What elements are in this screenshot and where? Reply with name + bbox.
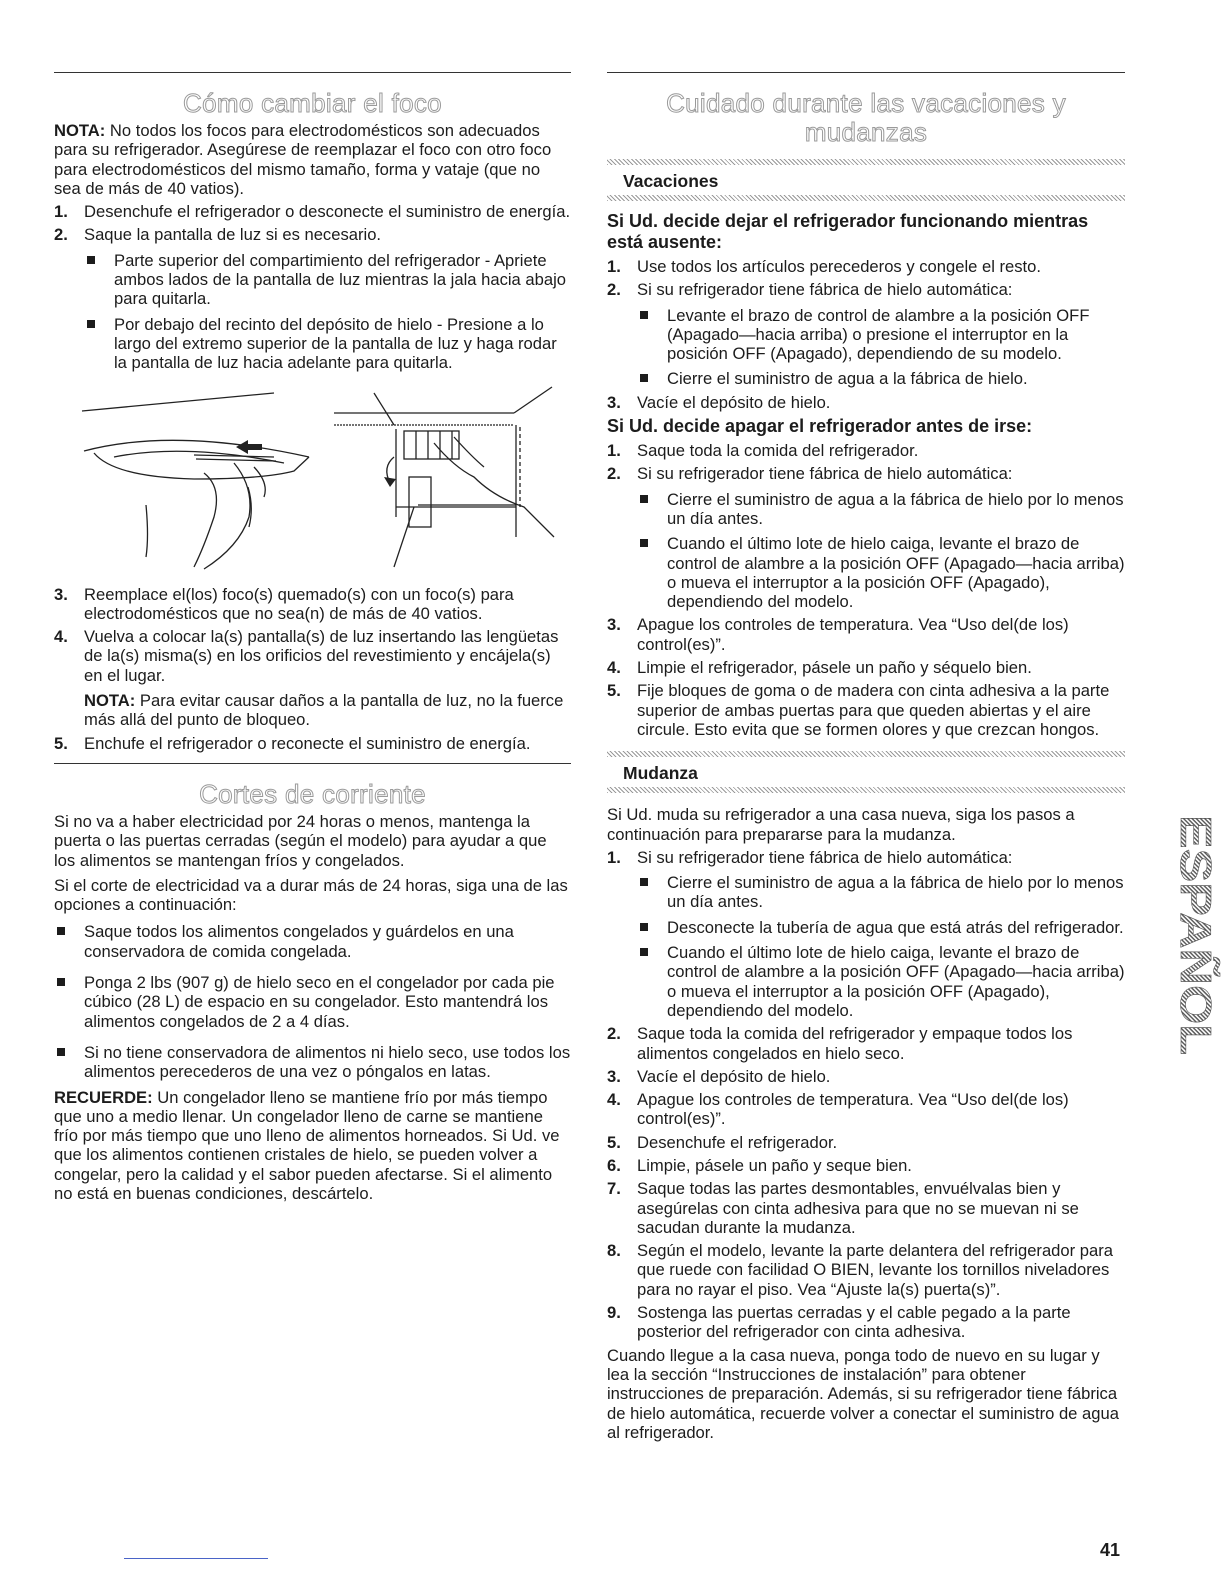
vacation-steps-1 [607,257,1125,412]
section-title-change-bulb: Cómo cambiar el foco [183,88,442,118]
section-rule [54,72,571,73]
step-text: Saque toda la comida del refrigerador y empaque todos los alimentos congelados en hielo seco. [637,1024,1073,1063]
step-number: 1. [607,257,621,276]
step4-note [84,691,571,730]
step-text: Saque la pantalla de luz si es necesario. [84,225,382,245]
list-item [54,734,571,753]
note-text: No todos los focos para electrodomésticos son adecuados para su refrigerador. Asegúrese de reemplazar el foco con otro foco para electrodomésticos del mismo tamaño, forma y vataje (que no sea de más de 40 vatios). [54,121,552,198]
step-number: 2. [607,280,621,300]
section-band [607,787,1125,793]
list-item [607,1156,1125,1175]
footer-line [124,1558,268,1559]
list-item [607,464,1125,611]
list-item [607,1179,1125,1237]
step-text: Sostenga las puertas cerradas y el cable pegado a la parte posterior del refrigerador con cinta adhesiva. [637,1303,1071,1342]
step-number: 4. [607,658,621,678]
step-text: Limpie el refrigerador, pásele un paño y séquelo bien. [637,658,1032,678]
step-number: 1. [54,202,68,222]
step-number: 9. [607,1303,621,1323]
step-text: Vuelva a colocar la(s) pantalla(s) de luz insertando las lengüetas de la(s) misma(s) en los orificios del revestimiento y encájela(s) en el lugar. [84,627,559,685]
vacation-bullets-2 [637,490,1125,612]
list-item [607,1024,1125,1063]
step-number: 3. [607,392,621,412]
list-item: Por debajo del recinto del depósito de hielo - Presione a lo largo del extremo superior de la pantalla de luz y haga rodar la pantalla de luz hacia adelante para quitarla. [84,315,571,373]
step-text: Saque toda la comida del refrigerador. [637,441,919,461]
step-text: Limpie, pásele un paño y seque bien. [637,1155,912,1175]
remember-paragraph [54,1088,571,1204]
moving-steps [607,848,1125,1342]
left-column [54,60,571,1203]
list-item [54,202,571,221]
step-number: 1. [607,441,621,461]
step-text: Enchufe el refrigerador o reconecte el suministro de energía. [84,733,531,753]
list-item [607,1303,1125,1342]
right-column [607,60,1125,1442]
list-item: Desconecte la tubería de agua que está atrás del refrigerador. [637,918,1125,937]
list-item [607,257,1125,276]
list-item: Saque todos los alimentos congelados y guárdelos en una conservadora de comida congelada. [54,922,571,961]
step-text: Vacíe el depósito de hielo. [637,1066,831,1086]
outages-paragraph-1: Si no va a haber electricidad por 24 horas o menos, mantenga la puerta o las puertas cerradas (según el modelo) para ayudar a que los alimentos se mantengan fríos y congelados. [54,811,547,870]
step-number: 5. [54,733,68,753]
bulb-steps-list-continued [54,585,571,753]
step-text: Desenchufe el refrigerador. [637,1132,838,1152]
list-item: Si no tiene conservadora de alimentos ni hielo seco, use todos los alimentos perecederos de una vez o póngalos en latas. [54,1043,571,1082]
light-shield-illustration [54,387,571,575]
outages-bullets [54,922,571,1081]
list-item: Cuando el último lote de hielo caiga, levante el brazo de control de alambre a la posición OFF (Apagado—hacia arriba) o mueva el interruptor a la posición OFF (Apagado), dependiendo del modelo. [637,943,1125,1020]
list-item [607,1133,1125,1152]
list-item: Cierre el suministro de agua a la fábrica de hielo por lo menos un día antes. [637,873,1125,912]
step-text: Si su refrigerador tiene fábrica de hielo automática: [637,847,1013,867]
step-text: Según el modelo, levante la parte delantera del refrigerador para que ruede con facilidad O BIEN, levante los tornillos niveladores para no rayar el piso. Vea “Ajuste la(s) puerta(s)”. [637,1241,1113,1299]
section-rule [54,763,571,764]
section-band [607,195,1125,201]
note-label: NOTA: [84,691,136,711]
list-item: Levante el brazo de control de alambre a la posición OFF (Apagado—hacia arriba) o presione el interruptor en la posición OFF (Apagado), dependiendo de su modelo. [637,306,1125,364]
step-number: 7. [607,1179,621,1199]
vacation-subheading-1: Si Ud. decide dejar el refrigerador funcionando mientras está ausente: [607,211,1089,252]
list-item: Cuando el último lote de hielo caiga, levante el brazo de control de alambre a la posición OFF (Apagado—hacia arriba) o mueva el interruptor a la posición OFF (Apagado), dependiendo del modelo. [637,534,1125,611]
step-text: Use todos los artículos perecederos y congele el resto. [637,257,1041,276]
step-text: Vacíe el depósito de hielo. [637,392,831,412]
list-item [607,280,1125,388]
list-item: Cierre el suministro de agua a la fábrica de hielo. [637,369,1125,388]
outages-paragraph-2: Si el corte de electricidad va a durar más de 24 horas, siga una de las opciones a continuación: [54,875,568,915]
list-item [607,615,1125,654]
step-number: 6. [607,1155,621,1175]
step-number: 8. [607,1241,621,1261]
step-text: Apague los controles de temperatura. Vea “Uso del(de los) control(es)”. [637,1090,1069,1129]
list-item [54,627,571,729]
step-text: Apague los controles de temperatura. Vea “Uso del(de los) control(es)”. [637,615,1069,654]
subsection-title-moving: Mudanza [623,763,698,784]
step-number: 5. [607,681,621,701]
step-text: Si su refrigerador tiene fábrica de hielo automática: [637,464,1013,484]
list-item: Ponga 2 lbs (907 g) de hielo seco en el congelador por cada pie cúbico (28 L) de espacio en su congelador. Esto mantendrá los alimentos congelados de 2 a 4 días. [54,973,571,1031]
step-number: 4. [54,627,68,647]
section-title-vacations-moving: Cuidado durante las vacaciones y mudanzas [666,88,1066,147]
list-item: Cierre el suministro de agua a la fábrica de hielo por lo menos un día antes. [637,490,1125,529]
list-item: Parte superior del compartimiento del refrigerador - Apriete ambos lados de la pantalla de luz mientras la jala hacia abajo para quitarla. [84,251,571,309]
step-number: 3. [607,1066,621,1086]
step-text: Reemplace el(los) foco(s) quemado(s) con un foco(s) para electrodomésticos que no sea(n) de más de 40 vatios. [84,584,514,623]
step2-bullets [84,251,571,373]
language-side-tab [1141,815,1220,1060]
list-item [607,1241,1125,1299]
step-number: 2. [54,225,68,245]
vacation-subheading-2: Si Ud. decide apagar el refrigerador antes de irse: [607,416,1033,437]
list-item [54,225,571,372]
step-number: 1. [607,847,621,867]
step-text: Fije bloques de goma o de madera con cinta adhesiva a la parte superior de ambas puertas para que queden abiertas y el aire circule. Esto evita que se formen olores y que crezcan hongos. [637,681,1110,739]
list-item [54,585,571,624]
step-text: Desenchufe el refrigerador o desconecte el suministro de energía. [84,202,571,222]
remember-label: RECUERDE: [54,1087,153,1107]
section-rule [607,72,1125,73]
vacation-steps-2 [607,441,1125,739]
list-item [607,681,1125,739]
moving-intro: Si Ud. muda su refrigerador a una casa nueva, siga los pasos a continuación para prepararse para la mudanza. [607,805,1075,844]
section-title-power-outages: Cortes de corriente [199,778,426,809]
list-item [607,1090,1125,1129]
list-item [607,848,1125,1020]
light-shield-drawing [54,387,571,575]
subsection-title-vacations: Vacaciones [623,171,719,191]
list-item [607,393,1125,412]
vacation-bullets-1 [637,306,1125,389]
bulb-steps-list [54,202,571,372]
step-text: Saque todas las partes desmontables, envuélvalas bien y asegúrelas con cinta adhesiva para que no se muevan ni se sacudan durante la mudanza. [637,1179,1079,1237]
moving-bullets [637,873,1125,1020]
step-number: 4. [607,1090,621,1110]
note-label: NOTA: [54,121,106,140]
list-item [607,658,1125,677]
side-tab-label: ESPAÑOL [1171,815,1220,1025]
step-number: 3. [607,615,621,635]
step-text: Si su refrigerador tiene fábrica de hielo automática: [637,280,1013,300]
bulb-note [54,121,571,198]
step-number: 2. [607,464,621,484]
side-tab-graphic [1141,815,1220,1060]
note-text: Para evitar causar daños a la pantalla de luz, no la fuerce más allá del punto de bloqueo. [84,691,564,730]
remember-text: Un congelador lleno se mantiene frío por más tiempo que uno a medio llenar. Un congelador lleno de carne se mantiene frío por más tiempo que uno lleno de alimentos horneados. Si Ud. ve que los alimentos contienen cristales de hielo, se pueden volver a congelar, pero la calidad y el sabor pueden afectarse. Si el alimento no está en buenas condiciones, descártelo. [54,1087,560,1203]
list-item [607,1067,1125,1086]
step-number: 3. [54,584,68,604]
step-number: 5. [607,1132,621,1152]
page-number: 41 [1100,1540,1121,1560]
step-number: 2. [607,1024,621,1044]
moving-closing: Cuando llegue a la casa nueva, ponga todo de nuevo en su lugar y lea la sección “Instrucciones de instalación” para obtener instrucciones de preparación. Además, si su refrigerador tiene fábrica de hielo automática, recuerde volver a conectar el suministro de agua al refrigerador. [607,1345,1119,1442]
list-item [607,441,1125,460]
